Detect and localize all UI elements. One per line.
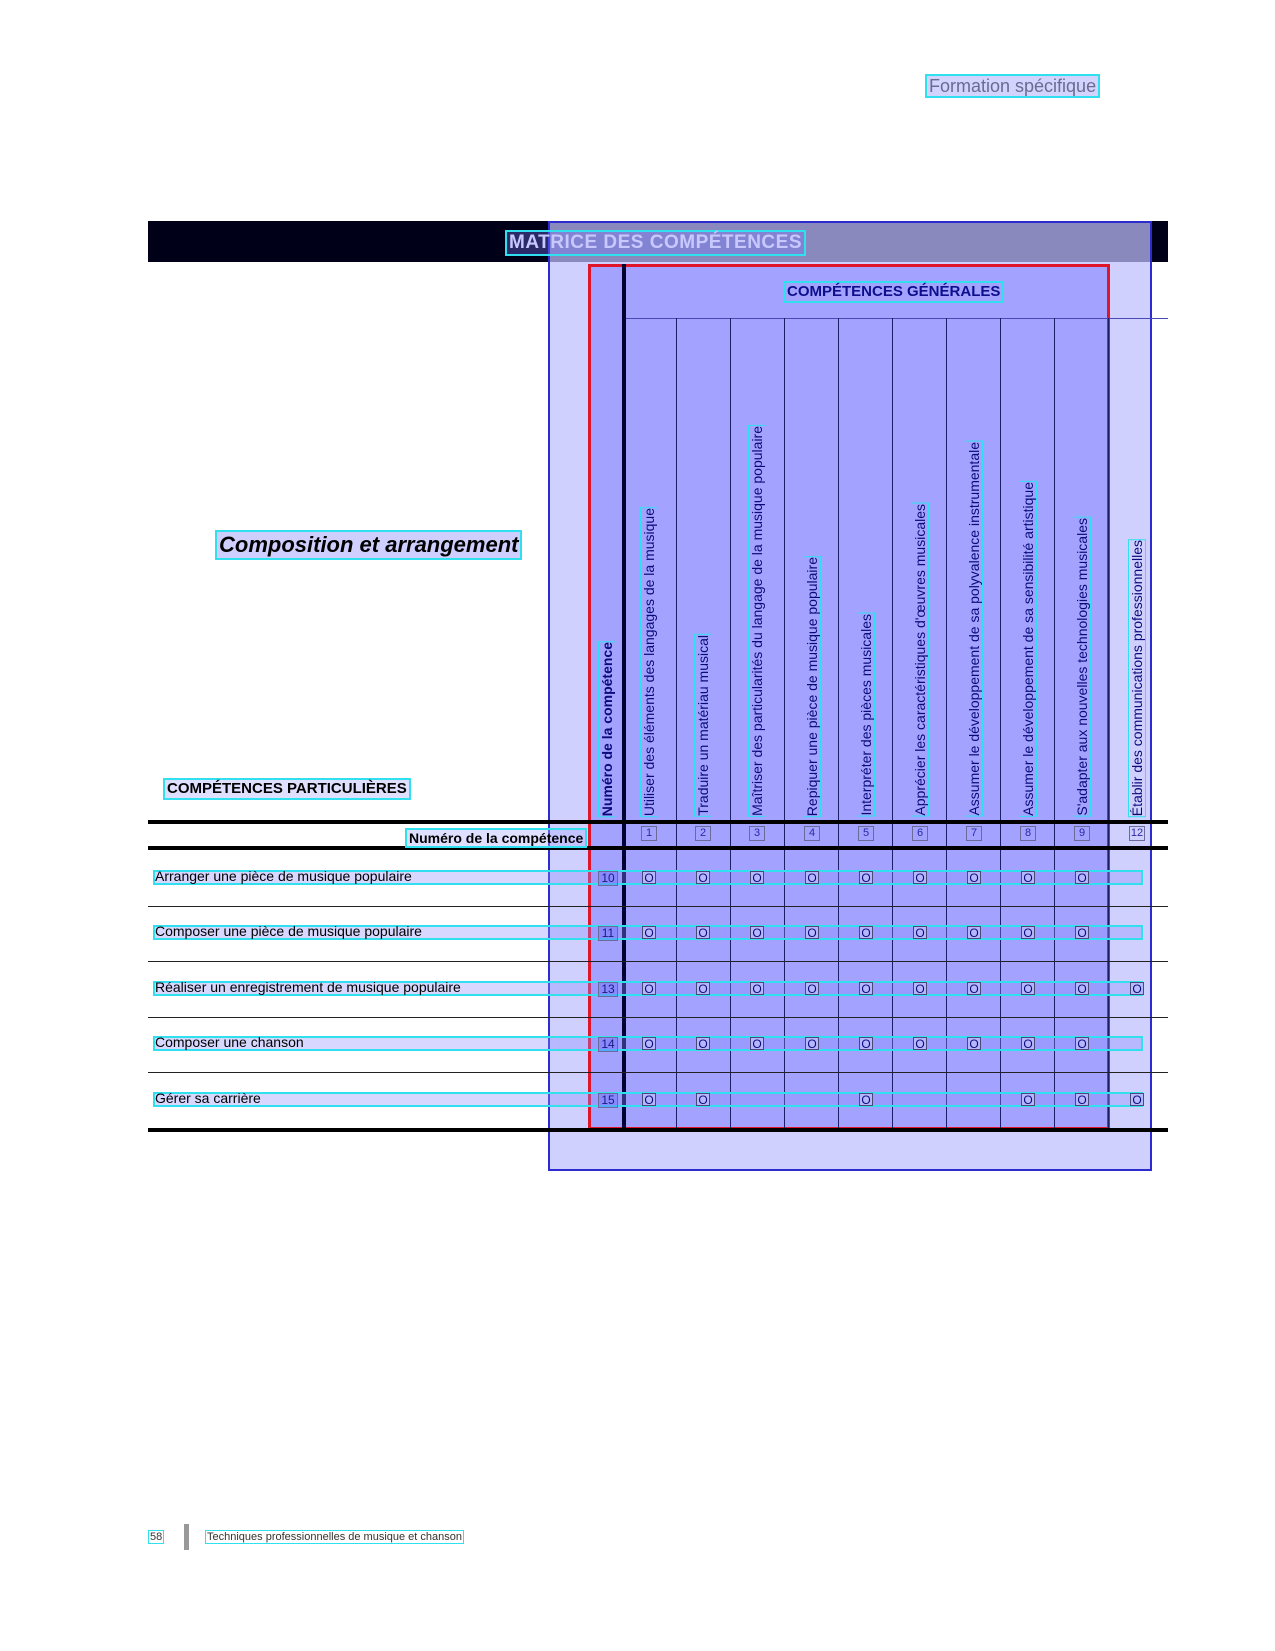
general-competency-number: 12 [1130, 827, 1144, 839]
section-header: Formation spécifique [925, 74, 1100, 98]
general-competency-header: Utiliser des éléments des langages de la musique [641, 507, 657, 816]
competency-number-label: Numéro de la compétence [405, 828, 587, 848]
header-bottom-rule [148, 846, 1168, 850]
matrix-mark: O [696, 926, 710, 939]
general-competency-header: Maîtriser des particularités du langage de la musique populaire [749, 426, 765, 816]
matrix-mark: O [696, 982, 710, 995]
section-title: Composition et arrangement [215, 530, 522, 560]
general-competency-number: 6 [912, 826, 928, 841]
particular-competency-number: 11 [598, 926, 618, 941]
group-rule [626, 318, 1168, 319]
matrix-mark: O [805, 1037, 819, 1050]
matrix-mark: O [859, 926, 873, 939]
page-number: 58 [150, 1531, 163, 1543]
matrix-mark: O [1021, 982, 1035, 995]
general-competency-number: 7 [966, 826, 982, 841]
matrix-mark: O [913, 1037, 927, 1050]
general-competency-number: 2 [695, 826, 711, 841]
matrix-mark: O [696, 1037, 710, 1050]
matrix-mark: O [1021, 926, 1035, 939]
matrix-mark: O [967, 926, 981, 939]
matrix-mark: O [1130, 982, 1144, 995]
matrix-mark: O [913, 871, 927, 884]
matrix-mark: O [859, 982, 873, 995]
row-divider [148, 961, 1168, 962]
particular-competency-number: 14 [598, 1037, 618, 1052]
matrix-mark: O [1075, 1093, 1089, 1106]
matrix-mark: O [1075, 1037, 1089, 1050]
matrix-mark: O [696, 1093, 710, 1106]
matrix-mark: O [859, 1093, 873, 1106]
column-separator [892, 318, 893, 1130]
general-competency-header: Assumer le développement de sa sensibilité artistique [1020, 482, 1036, 816]
general-group-title: COMPÉTENCES GÉNÉRALES [783, 281, 1004, 303]
matrix-mark: O [750, 926, 764, 939]
particular-competency-label: Gérer sa carrière [155, 1090, 261, 1106]
matrix-mark: O [1075, 871, 1089, 884]
general-competency-header: Repiquer une pièce de musique populaire [804, 556, 820, 816]
matrix-mark: O [1021, 1093, 1035, 1106]
column-separator [784, 318, 785, 1130]
matrix-mark: O [859, 1037, 873, 1050]
column-separator [676, 318, 677, 1130]
particular-competency-label: Composer une chanson [155, 1034, 304, 1050]
row-divider [148, 1072, 1168, 1073]
matrix-mark: O [696, 871, 710, 884]
particular-competency-number: 13 [598, 982, 618, 997]
particular-competency-label: Composer une pièce de musique populaire [155, 923, 422, 939]
matrix-mark: O [967, 1037, 981, 1050]
column-separator [838, 318, 839, 1130]
general-competency-number: 9 [1074, 826, 1090, 841]
general-competency-header: Interpréter des pièces musicales [858, 614, 874, 816]
matrix-mark: O [642, 926, 656, 939]
matrix-mark: O [1075, 926, 1089, 939]
particular-competency-label: Réaliser un enregistrement de musique populaire [155, 979, 461, 995]
general-competency-header: Traduire un matériau musical [695, 635, 711, 816]
number-column-header: Numéro de la compétence [599, 641, 615, 816]
row-divider [148, 1017, 1168, 1018]
matrix-mark: O [1075, 982, 1089, 995]
particular-competencies-title: COMPÉTENCES PARTICULIÈRES [163, 778, 411, 800]
header-top-rule [148, 820, 1168, 824]
column-separator [1054, 318, 1055, 1130]
column-separator [730, 318, 731, 1130]
general-competency-number: 4 [804, 826, 820, 841]
matrix-mark: O [805, 926, 819, 939]
general-competency-header: Établir des communications professionnelles [1129, 539, 1145, 816]
general-competency-number: 1 [641, 826, 657, 841]
row-divider [148, 906, 1168, 907]
matrix-mark: O [913, 982, 927, 995]
matrix-mark: O [750, 871, 764, 884]
footer-title: Techniques professionnelles de musique et chanson [207, 1531, 462, 1543]
particular-competency-label: Arranger une pièce de musique populaire [155, 868, 412, 884]
matrix-mark: O [750, 982, 764, 995]
footer-separator [184, 1524, 189, 1550]
general-competency-header: S'adapter aux nouvelles technologies musicales [1074, 518, 1090, 816]
general-competency-number: 8 [1020, 826, 1036, 841]
matrix-mark: O [967, 871, 981, 884]
matrix-mark: O [859, 871, 873, 884]
matrix-mark: O [750, 1037, 764, 1050]
matrix-mark: O [642, 871, 656, 884]
matrix-mark: O [805, 982, 819, 995]
general-competency-header: Apprécier les caractéristiques d'œuvres musicales [912, 504, 928, 816]
particular-competency-number: 10 [598, 871, 618, 886]
column-separator [946, 318, 947, 1130]
number-column-divider [622, 264, 626, 1130]
particular-competency-number: 15 [598, 1093, 618, 1108]
matrix-mark: O [1021, 1037, 1035, 1050]
general-competency-number: 3 [749, 826, 765, 841]
general-competency-header: Assumer le développement de sa polyvalence instrumentale [966, 442, 982, 816]
matrix-mark: O [913, 926, 927, 939]
matrix-mark: O [642, 1037, 656, 1050]
matrix-title: MATRICE DES COMPÉTENCES [505, 230, 806, 256]
matrix-mark: O [642, 1093, 656, 1106]
matrix-mark: O [805, 871, 819, 884]
column-separator [1108, 318, 1109, 1130]
matrix-mark: O [1021, 871, 1035, 884]
matrix-mark: O [967, 982, 981, 995]
column-separator [1000, 318, 1001, 1130]
matrix-mark: O [1130, 1093, 1144, 1106]
table-bottom-rule [148, 1128, 1168, 1132]
general-competency-number: 5 [858, 826, 874, 841]
matrix-mark: O [642, 982, 656, 995]
